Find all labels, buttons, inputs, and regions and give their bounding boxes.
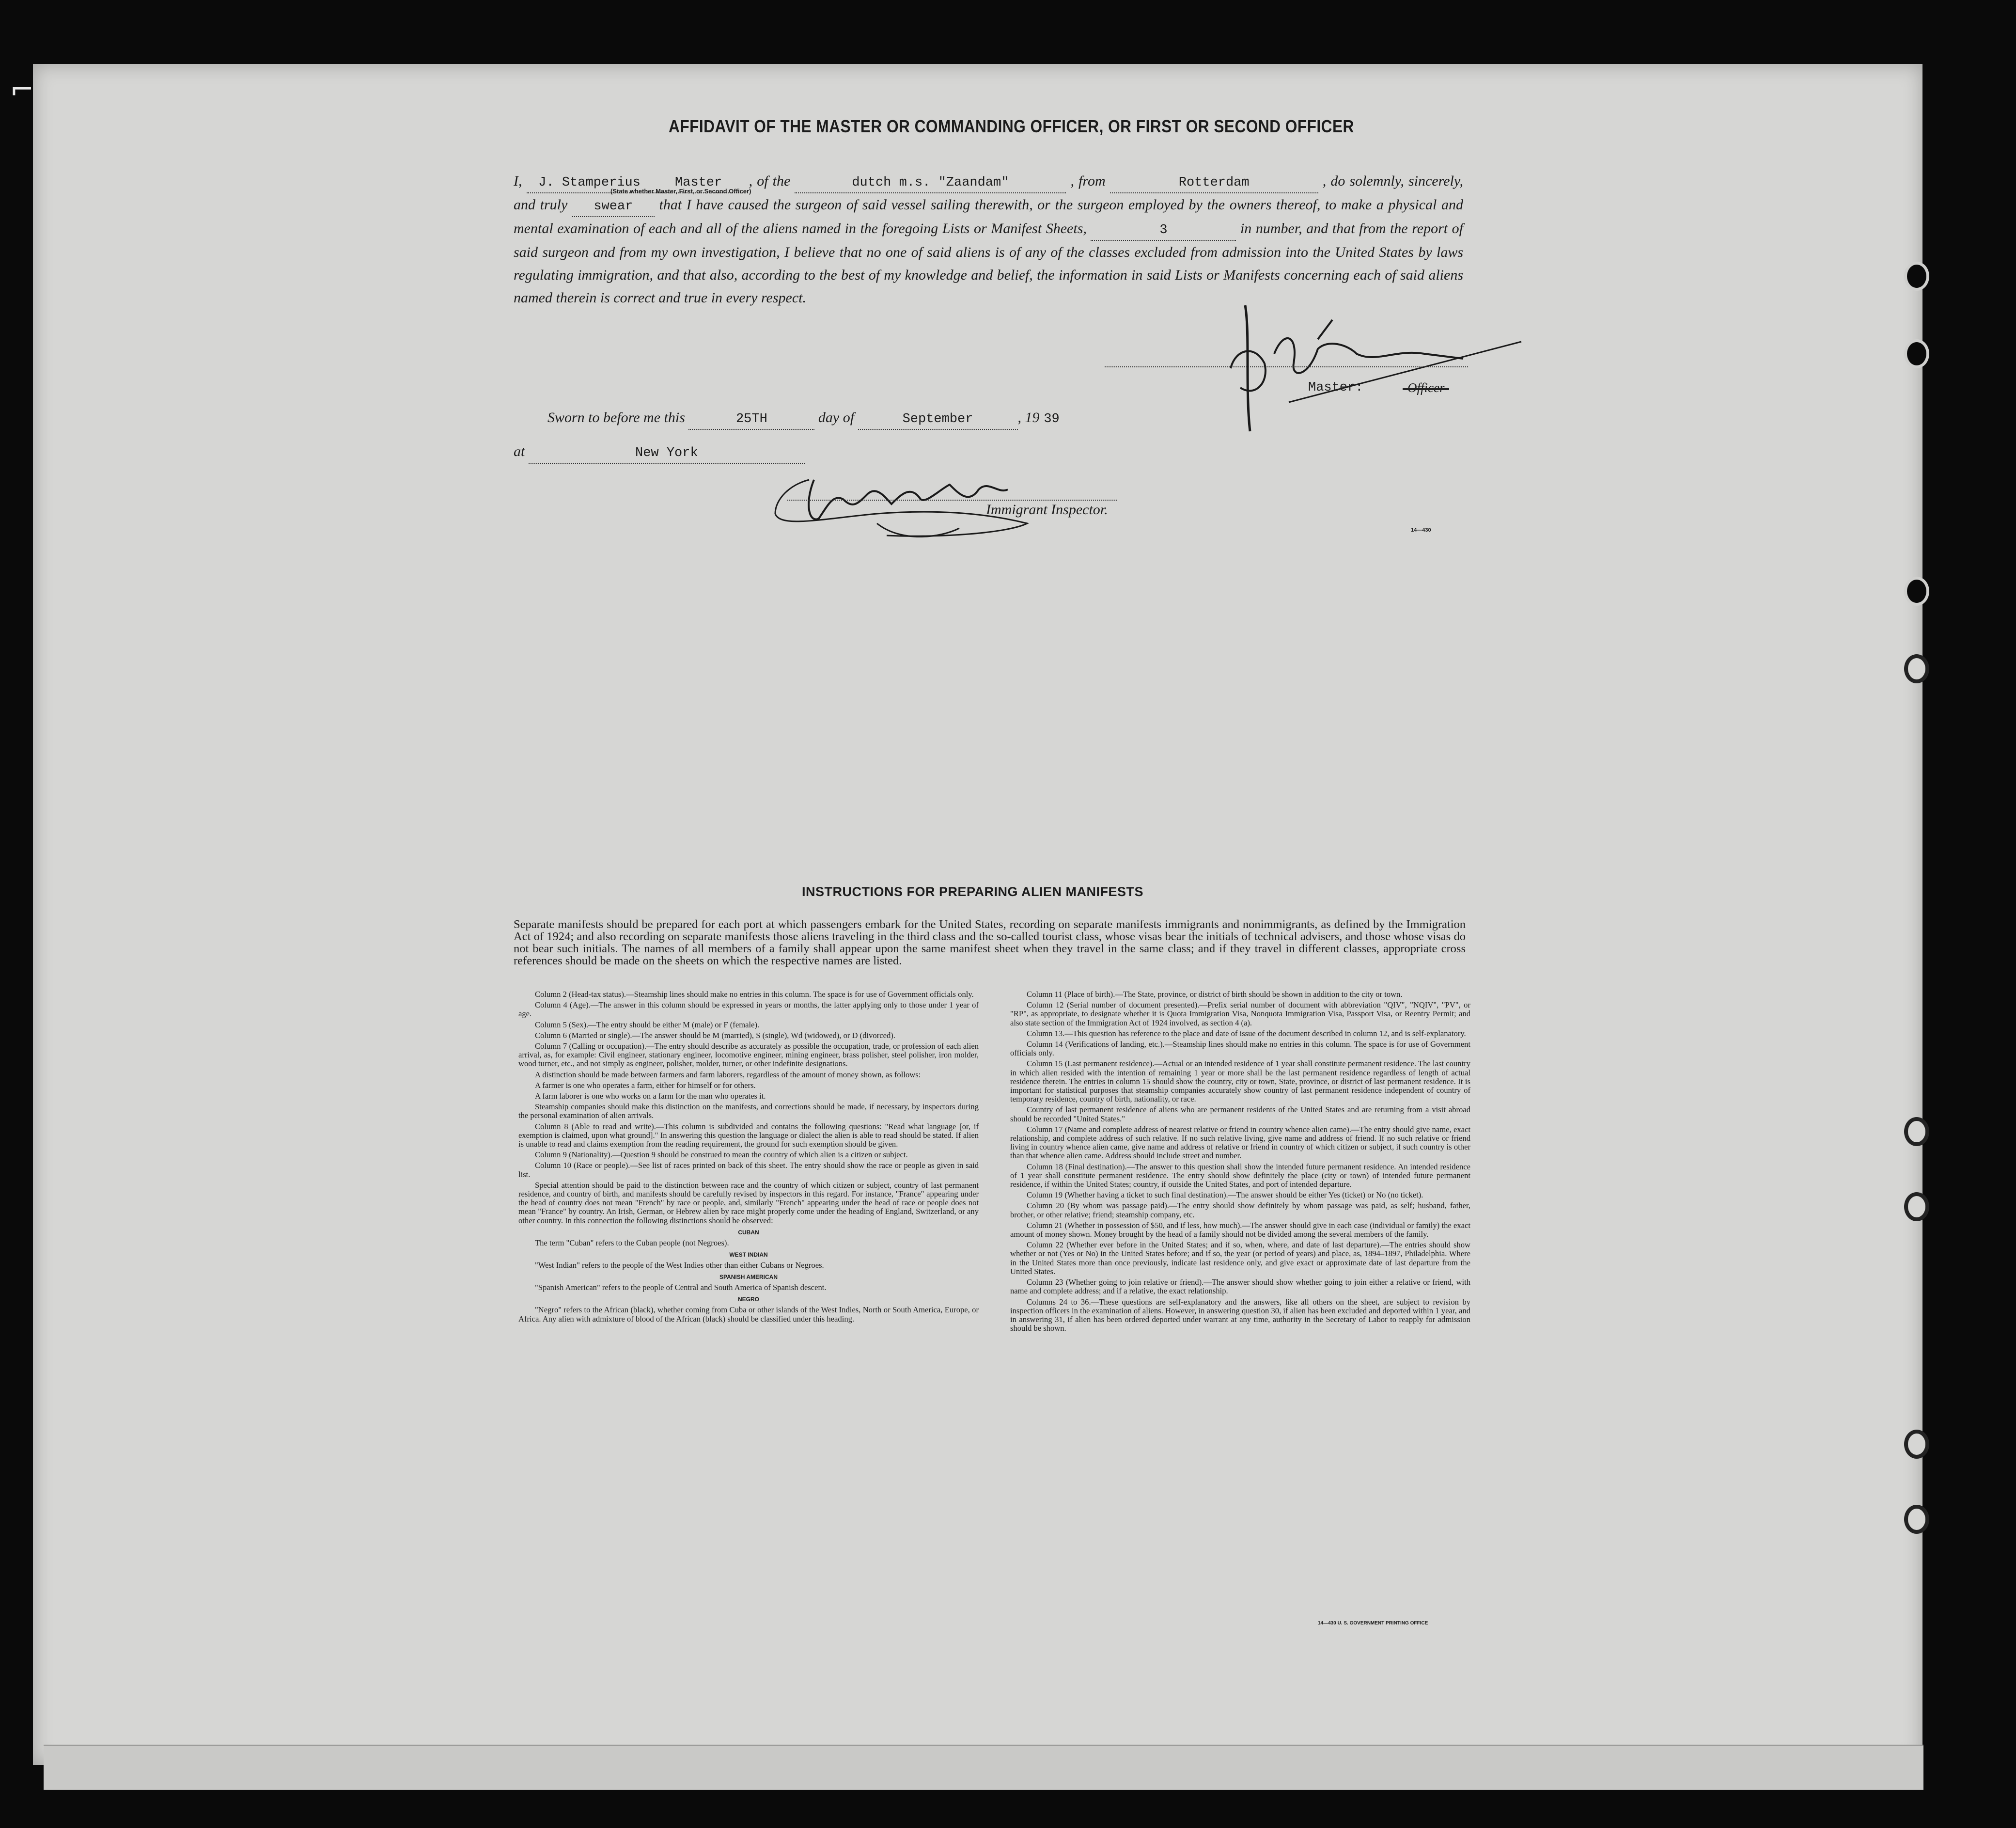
section-heading: SPANISH AMERICAN (719, 1274, 778, 1281)
instruction-paragraph: Special attention should be paid to the distinction between race and the country of which citizen or subject, country of last permanent residence, and country of birth, and manifests should be carefully revised by inspectors in this regard. For instance, "France" appearing under the head of country does not mean "French" by race or people, and, similarly "French" appearing under the head of race or people does not mean "France" by country. An Irish, German, or Hebrew alien by race might properly come under the heading of England, Switzerland, or any other country. In this connection the following distinctions should be observed: (518, 1180, 979, 1225)
sworn-line (547, 410, 1226, 430)
at-place-field: New York (529, 443, 805, 464)
instruction-paragraph: Column 4 (Age).—The answer in this column should be expressed in years or months, the latter applying only to those under 1 year of age. (518, 1000, 979, 1019)
instruction-paragraph: A distinction should be made between farmers and farm laborers, regardless of the amount of money shown, as follows: (535, 1070, 921, 1079)
sworn-text: Sworn to before me this (547, 410, 685, 425)
instruction-paragraph: Column 22 (Whether ever before in the United States; and if so, when, where, and date of last departure).—The entries should show whether or not (Yes or No) in the United States before; and if so, the year (or period of years) and place, as, 1894–1897, Philadelphia. Where in the United States more than once previously, indicate last residence only, and give exact or approximate date of last departure from the United States. (1010, 1240, 1470, 1276)
instruction-paragraph: Column 6 (Married or single).—The answer should be M (married), S (single), Wd (widowed), or D (divorced). (535, 1030, 895, 1040)
punch-hole-icon (1904, 654, 1929, 683)
instruction-paragraph: A farm laborer is one who works on a farm for the man who operates it. (535, 1091, 766, 1101)
port-field: Rotterdam (1110, 173, 1318, 193)
punch-hole-icon (1904, 339, 1929, 368)
instruction-paragraph: "West Indian" refers to the people of the West Indies other than either Cubans or Negroes. (535, 1261, 824, 1270)
punch-hole-icon (1904, 1430, 1929, 1459)
sworn-text: , 19 (1017, 410, 1040, 425)
instruction-paragraph: Country of last permanent residence of aliens who are permanent residents of the United States and are returning from a visit abroad should be recorded "United States." (1010, 1105, 1470, 1123)
punch-hole-icon (1904, 1192, 1929, 1221)
sheet-count-field: 3 (1091, 221, 1236, 241)
sworn-month-field: September (858, 410, 1018, 430)
instruction-paragraph: Column 21 (Whether in possession of $50, and if less, how much).—The answer should give in each case (individual or family) the exact amount of money shown. Money brought by the head of a family should not be divided among the several members of the family. (1010, 1220, 1470, 1239)
instruction-paragraph: Column 19 (Whether having a ticket to such final destination).—The answer should be either Yes (ticket) or No (no ticket). (1027, 1190, 1423, 1200)
instruction-paragraph: Column 11 (Place of birth).—The State, province, or district of birth should be shown in addition to the city or town. (1027, 990, 1403, 999)
instruction-paragraph: Column 10 (Race or people).—See list of races printed on back of this sheet. The entry should show the race or people as given in said list. (518, 1161, 979, 1179)
officer-struck-label: Officer (1407, 380, 1445, 395)
punch-hole-icon (1904, 1505, 1929, 1534)
underlying-sheet-edge (44, 1745, 1923, 1790)
punch-hole-icon (1904, 577, 1929, 606)
rank-field: Master (653, 173, 745, 193)
section-heading: NEGRO (737, 1296, 759, 1303)
affidavit-text: , do solemnly, sincerely, and truly (514, 173, 1463, 213)
manifest-page (33, 64, 1922, 1765)
form-code: 14—430 (1411, 527, 1431, 533)
instruction-paragraph: Columns 24 to 36.—These questions are self-explanatory and the answers, like all others on the sheet, are subject to revision by inspection officers in the examination of aliens. However, in answering question 30, if alien has been excluded and deported within 1 year, and in answering 31, if alien has been ordered deported under warrant at any time, authority in the Secretary of Labor to reapply for admission should be shown. (1010, 1297, 1470, 1333)
at-line (514, 443, 805, 464)
printing-office-code: 14—430 U. S. GOVERNMENT PRINTING OFFICE (1318, 1621, 1428, 1626)
instruction-paragraph: Column 18 (Final destination).—The answer to this question shall show the intended future permanent residence. An intended residence of 1 year shall constitute permanent residence. The entry should show definitely the place (city or town) of intended future permanent residence, if within the United States; country, if outside the United States, and port of intended departure. (1010, 1162, 1470, 1189)
affidavit-text: that I have caused the surgeon of said vessel sailing therewith, or the surgeon employed by the owners thereof, to make a physical and mental examination of each and all of the aliens named in the foregoing Lists or Manifest Sheets, (514, 197, 1463, 236)
instruction-paragraph: Column 5 (Sex).—The entry should be either M (male) or F (female). (535, 1020, 760, 1029)
instruction-paragraph: Column 20 (By whom was passage paid).—The entry should show definitely by whom passage was paid, as self; husband, father, brother, or other relative; friend; steamship company, etc. (1010, 1201, 1470, 1219)
punch-hole-icon (1904, 1117, 1929, 1146)
sworn-year-field: 39 (1044, 412, 1060, 426)
instruction-paragraph: Column 17 (Name and complete address of nearest relative or friend in country whence alien came).—The entry should give name, exact relationship, and complete address of such relative. If no such relative living, give name and address of friend. If no such relative or friend living in country whence alien came, give name and address of relative or friend in country of which citizen or subject, if such country is other than that whence alien came. Address should include street and number. (1010, 1124, 1470, 1161)
instruction-paragraph: "Spanish American" refers to the people of Central and South America of Spanish descent. (535, 1283, 827, 1292)
affidavit-title: AFFIDAVIT OF THE MASTER OR COMMANDING OFFICER, OR FIRST OR SECOND OFFICER (669, 116, 1354, 136)
instruction-paragraph: Column 2 (Head-tax status).—Steamship lines should make no entries in this column. The space is for use of Government officials only. (535, 990, 974, 999)
instruction-paragraph: A farmer is one who operates a farm, either for himself or for others. (535, 1080, 756, 1090)
instruction-paragraph: Column 14 (Verifications of landing, etc.).—Steamship lines should make no entries in this column. The space is for use of Government officials only. (1010, 1040, 1470, 1058)
affidavit-text: I, (514, 173, 522, 189)
instruction-paragraph: Column 13.—This question has reference to the place and date of issue of the document described in column 12, and is self-explanatory. (1027, 1028, 1466, 1038)
instruction-paragraph: Column 7 (Calling or occupation).—The entry should describe as accurately as possible the occupation, trade, or profession of each alien arrival, as, for example: Civil engineer, stationary engineer, locomotive engineer, mining engineer, brass polisher, steel polisher, iron molder, wood turner, etc., and not simply as engineer, polisher, molder, turner, or other indefinite designations. (518, 1041, 979, 1069)
instruction-paragraph: "Negro" refers to the African (black), whether coming from Cuba or other islands of the West Indies, North or South America, Europe, or Africa. Any alien with admixture of blood of the African (black) should be classified under this heading. (518, 1305, 979, 1324)
instruction-paragraph: Column 23 (Whether going to join relative or friend).—The answer should show whether going to join either a relative or friend, with name and complete address; and if a relative, the exact relationship. (1010, 1277, 1470, 1296)
affidavit-text: , of the (749, 173, 791, 189)
instruction-paragraph: Column 15 (Last permanent residence).—Actual or an intended residence of 1 year shall constitute permanent residence. The last country in which alien resided with the intention of remaining 1 year or more shall be the last permanent residence regardless of length of actual residence therein. The entries in column 15 should show the country, city or town, State, province, or district of last permanent residence. It is important for statistical purposes that steamship companies accurately show country of last permanent residence independent of country of temporary residence, country of birth, nationality, or race. (1010, 1059, 1470, 1104)
sworn-day-field: 25TH (688, 410, 814, 430)
punch-hole-icon (1904, 262, 1929, 291)
state-note: (State whether Master, First, or Second Officer) (610, 188, 751, 195)
affidavit-text: , from (1070, 173, 1106, 189)
oath-field: swear (572, 197, 655, 217)
inspector-signature-line (787, 499, 1117, 501)
instruction-paragraph: The term "Cuban" refers to the Cuban people (not Negroes). (535, 1238, 729, 1247)
section-heading: WEST INDIAN (729, 1251, 768, 1259)
instruction-paragraph: Column 12 (Serial number of document presented).—Prefix serial number of document with abbreviation "QIV", "NQIV", "PV", or "RP", as appropriate, to designate whether it is Quota Immigration Visa, Nonquota Immigration Visa, Passport Visa, or Reentry Permit; and also state section of the Immigration Act of 1924 involved, as section 4 (a). (1010, 1000, 1470, 1027)
sworn-text: day of (818, 410, 855, 425)
instructions-left-column (518, 990, 979, 1325)
at-text: at (514, 443, 525, 459)
corner-mark-icon: ⌐ (10, 73, 34, 107)
master-label: Master: (1308, 380, 1363, 395)
instruction-paragraph: Column 9 (Nationality).—Question 9 should be construed to mean the country of which alien is a citizen or subject. (535, 1150, 908, 1160)
master-name-field: J. Stamperius (527, 173, 653, 193)
vessel-field: dutch m.s. "Zaandam" (795, 173, 1066, 193)
affidavit-text: in number, and that from the report of said surgeon and from my own investigation, I believe that no one of said aliens is of any of the classes excluded from admission into the United States by laws regulating immigration, and that also, according to the best of my knowledge and belief, the information in said Lists or Manifests concerning each of said aliens named therein is correct and true in every respect. (514, 221, 1464, 306)
master-signature-icon (1172, 291, 1531, 436)
instruction-paragraph: Column 8 (Able to read and write).—This column is subdivided and contains the following questions: "Read what language [or, if exemption is claimed, upon what ground]." In answering this question the language or dialect the alien is able to read should be stated. If alien is unable to read and claims exemption from the reading requirement, the ground for such exemption should be given. (518, 1121, 979, 1149)
instructions-title: INSTRUCTIONS FOR PREPARING ALIEN MANIFESTS (802, 884, 1144, 899)
section-heading: CUBAN (738, 1229, 759, 1236)
instructions-right-column (1010, 990, 1470, 1335)
instructions-intro: Separate manifests should be prepared for each port at which passengers embark for the United States, recording on separate manifests immigrants and nonimmigrants, as defined by the Immigration Act of 1924; and also recording on separate manifests those aliens traveling in the third class and the so-called tourist class, whose visas bear the initials of technical advisers, and those whose visas do not bear such initials. The names of all members of a family shall appear upon the same manifest sheet when they travel in the same class; and if they travel in different classes, appropriate cross references should be made on the sheets on which the respective names are listed. (514, 918, 1466, 967)
instruction-paragraph: Steamship companies should make this distinction on the manifests, and corrections should be made, if necessary, by inspectors during the personal examination of alien arrivals. (518, 1102, 979, 1120)
signature-line (1105, 366, 1468, 367)
inspector-label: Immigrant Inspector. (986, 502, 1108, 518)
